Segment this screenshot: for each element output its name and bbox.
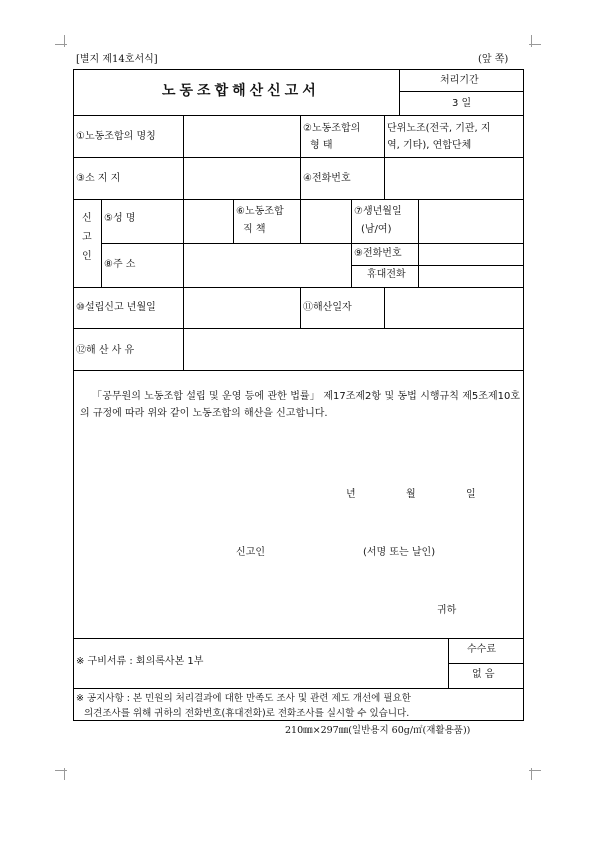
signature-hint: (서명 또는 날인) — [363, 547, 436, 558]
declaration-text: 「공무원의 노동조합 설립 및 운영 등에 관한 법률」 제17조제2항 및 동법 시행규칙 제5조제10호의 규정에 따라 위와 같이 노동조합의 해산을 신고합니다. — [80, 391, 520, 419]
fee-label: 수수료 — [467, 644, 496, 655]
table-border-top — [73, 69, 524, 70]
table-border-right — [523, 69, 524, 720]
union-type-value: 단위노조(전국, 기관, 지 — [387, 123, 491, 134]
union-type-label: 형 태 — [310, 140, 333, 151]
divider — [300, 157, 301, 199]
union-name-label: ①노동조합의 명칭 — [76, 131, 156, 142]
phone-field[interactable] — [385, 158, 523, 199]
address-field[interactable] — [184, 244, 350, 286]
date-year-label: 년 — [346, 489, 356, 500]
name-field[interactable] — [184, 200, 232, 242]
union-name-field[interactable] — [184, 116, 299, 157]
founding-date-field[interactable] — [184, 288, 299, 328]
divider — [399, 91, 523, 92]
date-month-label: 월 — [406, 489, 416, 500]
union-position-field[interactable] — [301, 200, 350, 242]
name-label: ⑤성 명 — [104, 213, 136, 224]
crop-mark — [64, 35, 65, 47]
address-label: ⑧주 소 — [104, 259, 136, 270]
divider — [73, 688, 524, 689]
processing-period-value: 3 일 — [452, 98, 472, 109]
form-id: [별지 제14호서식] — [76, 54, 158, 65]
reporter-label: 신 — [82, 213, 92, 224]
page-side: (앞 쪽) — [478, 54, 509, 65]
crop-mark — [55, 44, 67, 45]
divider — [384, 115, 385, 157]
crop-mark — [529, 770, 541, 771]
union-type-label: ②노동조합의 — [303, 123, 361, 134]
paper-spec: 210㎜×297㎜(일반용지 60g/㎡(재활용품)) — [285, 725, 471, 736]
union-type-value: 역, 기타), 연합단체 — [387, 140, 472, 151]
dissolution-date-field[interactable] — [385, 288, 523, 328]
divider — [399, 69, 400, 115]
divider — [233, 199, 234, 243]
page-title: 노동조합해산신고서 — [162, 83, 320, 99]
dissolution-date-label: ⑪해산일자 — [303, 302, 352, 313]
divider — [300, 287, 301, 328]
notice-line: ※ 공지사항 : 본 민원의 처리결과에 대한 만족도 조사 및 관련 제도 개선에 필요한 — [76, 693, 411, 704]
birth-label: ⑦생년월일 — [354, 206, 402, 217]
divider — [73, 370, 524, 371]
date-day-label: 일 — [466, 489, 476, 500]
reporter-phone-label: ⑨전화번호 — [354, 248, 402, 259]
union-position-label: 직 책 — [243, 224, 266, 235]
location-field[interactable] — [184, 158, 299, 199]
table-border-bottom — [73, 720, 524, 721]
addressee-label: 귀하 — [437, 605, 457, 616]
required-documents: ※ 구비서류 : 회의록사본 1부 — [76, 656, 204, 667]
birth-field[interactable] — [419, 200, 523, 242]
mobile-field[interactable] — [419, 266, 523, 286]
reporter-label: 고 — [82, 232, 92, 243]
crop-mark — [531, 35, 532, 47]
dissolution-reason-label: ⑫해 산 사 유 — [76, 345, 135, 356]
birth-label: (남/여) — [361, 224, 392, 235]
reporter-label: 인 — [82, 251, 92, 262]
founding-date-label: ⑩설립신고 년월일 — [76, 302, 156, 313]
divider — [73, 638, 524, 639]
divider — [448, 663, 524, 664]
table-border-left — [73, 69, 74, 720]
mobile-label: 휴대전화 — [367, 269, 406, 280]
crop-mark — [55, 770, 67, 771]
reporter-phone-field[interactable] — [419, 244, 523, 264]
notice-line: 의견조사를 위해 귀하의 전화번호(휴대전화)로 전화조사를 실시할 수 있습니다. — [84, 708, 410, 719]
phone-label: ④전화번호 — [303, 173, 351, 184]
crop-mark — [529, 44, 541, 45]
divider — [300, 115, 301, 157]
processing-period-label: 처리기간 — [440, 75, 479, 86]
location-label: ③소 지 지 — [76, 173, 121, 184]
reporter-sign-label: 신고인 — [236, 547, 265, 558]
fee-value: 없 음 — [472, 669, 495, 680]
dissolution-reason-field[interactable] — [184, 329, 523, 370]
union-position-label: ⑥노동조합 — [236, 206, 284, 217]
